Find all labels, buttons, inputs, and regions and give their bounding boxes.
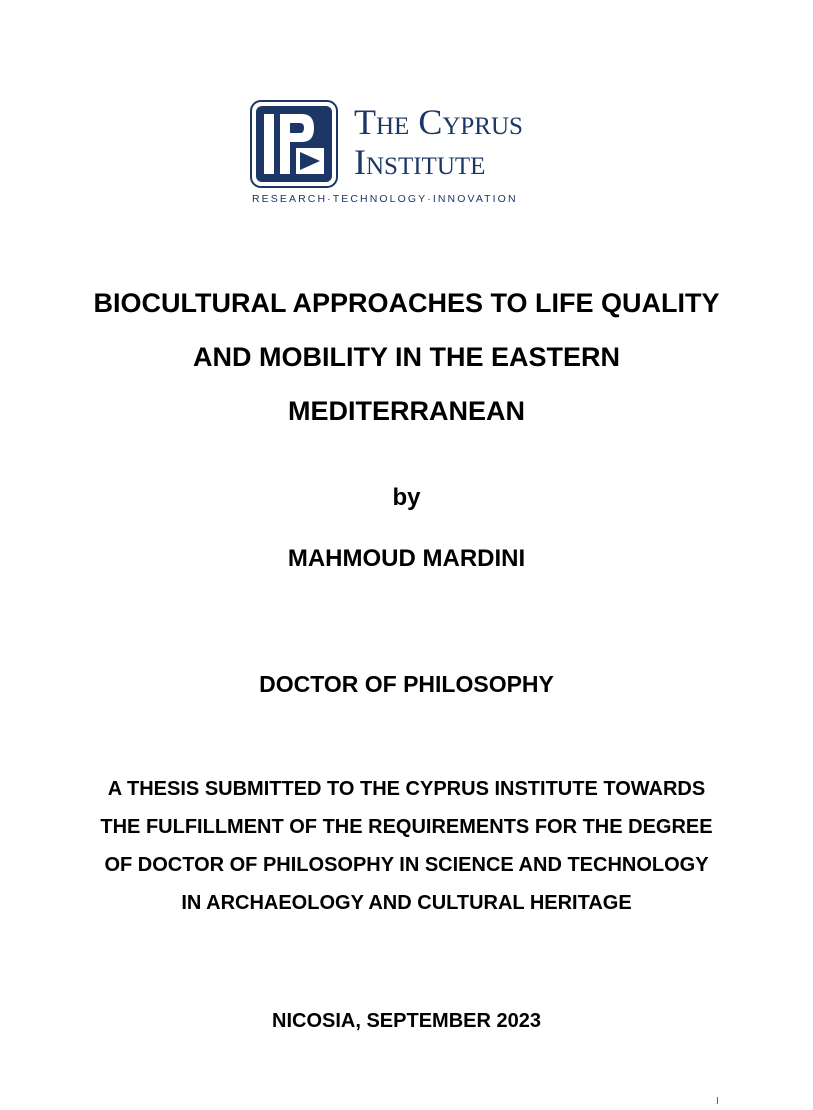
place-and-date: NICOSIA, SEPTEMBER 2023: [272, 1010, 541, 1032]
by-label: by: [392, 484, 421, 511]
thesis-title: BIOCULTURAL APPROACHES TO LIFE QUALITY AND MOBILITY IN THE EASTERN MEDITERRANEAN: [93, 288, 720, 426]
degree-title: DOCTOR OF PHILOSOPHY: [259, 671, 554, 697]
institute-logo: [250, 100, 572, 206]
submission-statement: A THESIS SUBMITTED TO THE CYPRUS INSTITUTE TOWARDS THE FULFILLMENT OF THE REQUIREMENTS FOR THE DEGREE OF DOCTOR OF PHILOSOPHY IN SCIENCE AND TECHNOLOGY IN ARCHAEOLOGY AND CULTURAL HERITAGE: [100, 778, 713, 914]
cyi-monogram-logo-icon: [250, 100, 338, 188]
institute-tagline: RESEARCH·TECHNOLOGY·INNOVATION: [252, 193, 518, 205]
institute-name-line2: Institute: [354, 142, 486, 182]
institute-name: [354, 104, 574, 180]
author-name: MAHMOUD MARDINI: [287, 545, 526, 572]
institute-name-line1: The Cyprus: [354, 102, 523, 142]
page-number: I: [716, 1096, 719, 1107]
